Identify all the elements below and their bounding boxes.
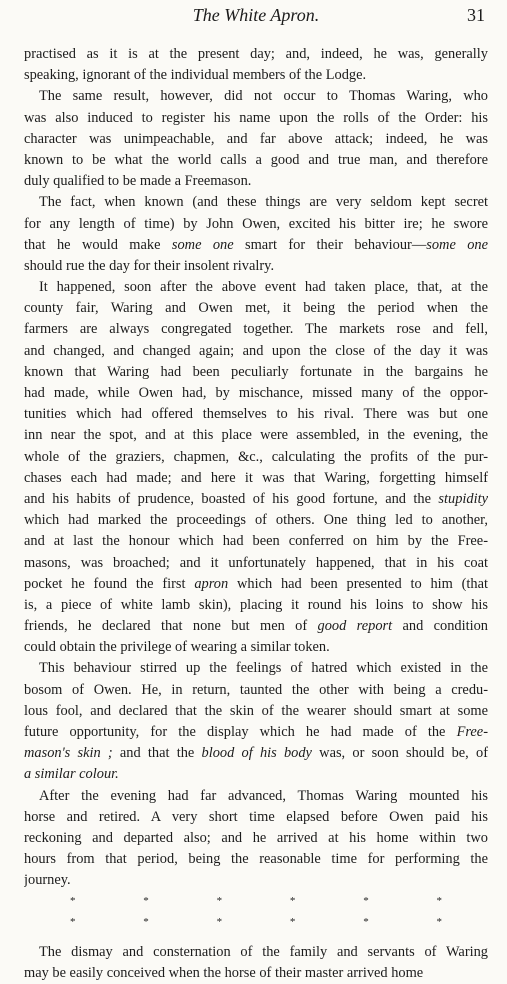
- text-run: is, a piece of white lamb skin), placing it round his loins to show his: [24, 596, 488, 613]
- text-run: that he would make: [24, 236, 172, 253]
- italic-text: Free-: [456, 724, 488, 740]
- text-line: [24, 963, 488, 984]
- text-line: [24, 553, 488, 574]
- text-line: [24, 489, 488, 510]
- paragraph: [24, 942, 488, 984]
- asterisk: *: [289, 916, 296, 929]
- text-run: inn near the spot, and at this place were assembled, in the evening, the: [24, 427, 488, 444]
- asterisk: *: [216, 916, 223, 929]
- text-line: [24, 680, 488, 701]
- asterisk: *: [70, 916, 76, 929]
- text-line: [24, 658, 488, 679]
- page-header: [27, 5, 485, 35]
- text-line: [24, 129, 488, 150]
- text-run: The same result, however, did not occur to Thomas Waring, who: [39, 88, 488, 105]
- asterisk: *: [436, 895, 442, 908]
- text-line: [24, 404, 488, 425]
- text-line: [24, 171, 488, 192]
- text-run: It happened, soon after the above event had taken place, that, at the: [39, 279, 488, 296]
- italic-text: a similar colour.: [24, 766, 119, 783]
- italic-text: some one: [426, 236, 488, 253]
- paragraph: [24, 658, 488, 785]
- section-break-asterisks: [70, 892, 442, 913]
- text-line: [24, 256, 488, 277]
- asterisk: *: [363, 916, 369, 929]
- text-run: farmers are always congregated together. The markets rose and fell,: [24, 321, 488, 338]
- paragraph: [24, 44, 488, 86]
- text-line: [24, 383, 488, 404]
- text-run: known to be what the world calls a good and true man, and therefore: [24, 151, 488, 168]
- text-line: [24, 192, 488, 213]
- text-run: tunities which had offered themselves to his rival. There was but one: [24, 406, 488, 423]
- paragraph: [24, 192, 488, 277]
- text-line: [24, 743, 488, 764]
- text-line: [24, 298, 488, 319]
- section-break-asterisks: [70, 913, 442, 934]
- text-line: [24, 214, 488, 235]
- text-run: journey.: [24, 872, 71, 889]
- text-run: whole of the graziers, chapmen, &c., calculating the profits of the pur-: [24, 448, 488, 465]
- text-run: This behaviour stirred up the feelings of hatred which existed in the: [39, 660, 488, 677]
- text-run: The dismay and consternation of the family and servants of Waring: [39, 943, 488, 960]
- asterisk: *: [363, 895, 369, 908]
- asterisk: *: [216, 895, 223, 908]
- text-run: and condition: [392, 618, 488, 635]
- text-run: and changed, and changed again; and upon the close of the day it was: [24, 342, 488, 359]
- text-run: chases each had made; and here it was that Waring, forgetting himself: [24, 469, 488, 486]
- italic-text: apron: [194, 575, 229, 592]
- text-run: horse and retired. A very short time elapsed before Owen paid his: [24, 808, 488, 825]
- text-line: [24, 701, 488, 722]
- text-line: [24, 425, 488, 446]
- text-line: [24, 447, 488, 468]
- text-line: [24, 849, 488, 870]
- text-run: character was unimpeachable, and far above attack; indeed, he was: [24, 130, 488, 147]
- text-run: After the evening had far advanced, Thomas Waring mounted his: [39, 787, 488, 804]
- running-title: The White Apron.: [192, 5, 320, 25]
- text-line: [24, 44, 488, 65]
- text-line: [24, 595, 488, 616]
- page-number: 31: [467, 5, 485, 25]
- asterisk: *: [70, 895, 76, 908]
- text-line: [24, 235, 488, 256]
- text-line: [24, 807, 488, 828]
- text-line: [24, 942, 488, 963]
- text-line: [24, 531, 488, 552]
- italic-text: some one: [171, 236, 234, 253]
- italic-text: blood of his body: [201, 745, 312, 762]
- text-line: [24, 828, 488, 849]
- text-run: hours from that period, being the reasonable time for performing the: [24, 851, 488, 868]
- text-run: The fact, when known (and these things are very seldom kept secret: [39, 194, 488, 211]
- text-run: which had been presented to him (that: [228, 575, 488, 592]
- text-line: [24, 616, 488, 637]
- text-run: and his habits of prudence, boasted of his good fortune, and the: [24, 490, 439, 507]
- text-line: [24, 468, 488, 489]
- asterisk: *: [143, 895, 149, 908]
- text-run: friends, he declared that none but men of: [24, 618, 318, 635]
- text-line: [24, 108, 488, 129]
- paragraph: [24, 86, 488, 192]
- text-run: was, or soon should be, of: [311, 745, 488, 762]
- paragraph: [24, 277, 488, 658]
- text-line: [24, 786, 488, 807]
- text-run: pocket he found the first: [24, 575, 195, 592]
- asterisk: *: [143, 916, 149, 929]
- text-line: [24, 362, 488, 383]
- text-line: [24, 319, 488, 340]
- text-run: speaking, ignorant of the individual members of the Lodge.: [24, 67, 367, 84]
- text-run: duly qualified to be made a Freemason.: [24, 173, 252, 190]
- text-line: [24, 86, 488, 107]
- text-line: [24, 764, 488, 785]
- italic-text: good report: [317, 618, 393, 635]
- spacer: [24, 934, 488, 942]
- text-line: [24, 637, 488, 658]
- text-run: was also induced to register his name upon the rolls of the Order: his: [24, 109, 488, 126]
- text-line: [24, 722, 488, 743]
- text-run: masons, was broached; and it unfortunately happened, that in his coat: [24, 554, 488, 571]
- italic-text: stupidity: [438, 490, 488, 507]
- italic-text: mason's skin ;: [24, 745, 113, 762]
- text-run: lous fool, and declared that the skin of the wearer should smart at some: [24, 702, 488, 719]
- text-run: practised as it is at the present day; and, indeed, he was, generally: [24, 46, 488, 62]
- text-run: bosom of Owen. He, in return, taunted the other with being a credu-: [24, 681, 488, 698]
- text-run: should rue the day for their insolent rivalry.: [24, 257, 275, 274]
- text-run: smart for their behaviour—: [233, 236, 427, 253]
- text-line: [24, 277, 488, 298]
- text-run: and at last the honour which had been conferred on him by the Free-: [24, 533, 488, 550]
- text-run: known that Waring had been peculiarly fortunate in the bargains he: [24, 363, 488, 380]
- text-run: which had marked the proceedings of others. One thing led to another,: [24, 512, 488, 529]
- paragraph: [24, 786, 488, 892]
- text-line: [24, 870, 488, 891]
- text-run: county fair, Waring and Owen met, it being the period when the: [24, 300, 488, 317]
- text-run: and that the: [112, 745, 202, 762]
- text-run: future opportunity, for the display which he had made of the: [24, 724, 457, 740]
- text-run: reckoning and departed also; and he arrived at his home within two: [24, 829, 488, 846]
- text-line: [24, 150, 488, 171]
- text-line: [24, 341, 488, 362]
- text-run: had made, while Owen had, by mischance, missed many of the oppor-: [24, 385, 488, 401]
- text-line: [24, 65, 488, 86]
- page-body: [24, 44, 488, 984]
- asterisk: *: [436, 916, 442, 929]
- text-run: could obtain the privilege of wearing a similar token.: [24, 639, 330, 656]
- asterisk: *: [289, 895, 296, 908]
- text-run: for any length of time) by John Owen, excited his bitter ire; he swore: [24, 215, 488, 232]
- text-line: [24, 574, 488, 595]
- text-run: may be easily conceived when the horse of their master arrived home: [24, 964, 424, 981]
- text-line: [24, 510, 488, 531]
